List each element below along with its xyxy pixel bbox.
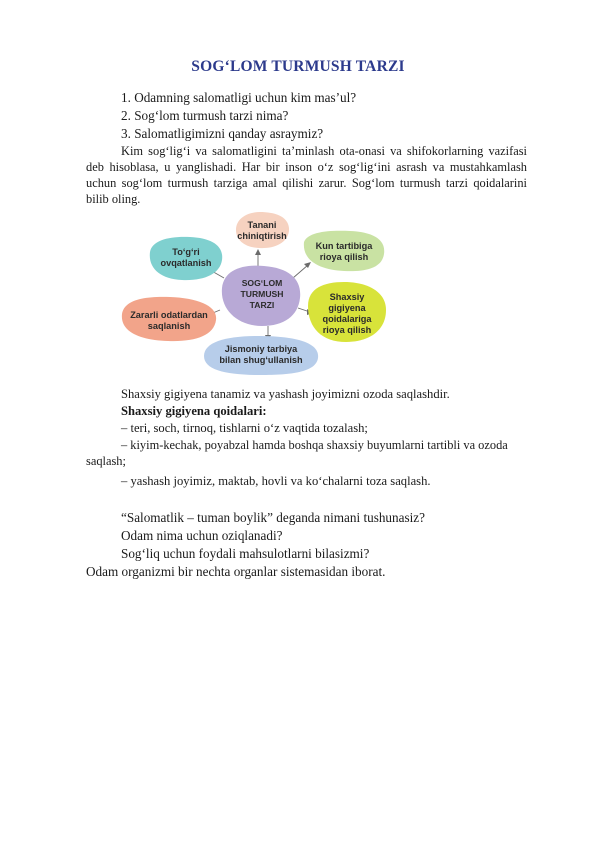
- center-line-1: SOG‘LOM: [241, 278, 283, 288]
- intro-paragraph: Kim sog‘lig‘i va salomatligini ta’minlash ota-onasi va shifokorlarning vazifasi deb hisoblasa, u yanglishadi. Har bir inson o‘z sog‘lig‘ini asrash va mustahkamlash uchun sog‘lom turmush tarziga amal qilishi zarur. Sog‘lom turmush tarzi qoidalarini bilib oling.: [86, 144, 527, 206]
- node-shaxsiy-line-3: qoidalariga: [322, 314, 372, 324]
- node-tanani-line-1: Tanani: [247, 220, 277, 230]
- page-title: SOG‘LOM TURMUSH TARZI: [191, 58, 405, 75]
- node-tanani-line-2: chiniqtirish: [237, 231, 287, 241]
- hygiene-intro: Shaxsiy gigiyena tanamiz va yashash joyimizni ozoda saqlashdir.: [121, 387, 450, 401]
- node-shaxsiy-line-1: Shaxsiy: [329, 292, 365, 302]
- final-question-1: “Salomatlik – tuman boylik” deganda nimani tushunasiz?: [121, 510, 425, 525]
- hygiene-rule-3: – yashash joyimiz, maktab, hovli va ko‘chalarni toza saqlash.: [121, 474, 431, 488]
- center-line-3: TARZI: [249, 300, 275, 310]
- arrow-kun: [293, 265, 308, 278]
- node-zararli-line-1: Zararli odatlardan: [130, 310, 208, 320]
- node-shaxsiy-line-4: rioya qilish: [322, 325, 372, 335]
- question-3: 3. Salomatligimizni qanday asraymiz?: [121, 126, 324, 141]
- final-question-3: Sog‘liq uchun foydali mahsulotlarni bilasizmi?: [121, 546, 370, 561]
- node-kun-line-2: rioya qilish: [319, 252, 369, 262]
- node-jismoniy-line-1: Jismoniy tarbiya: [224, 344, 298, 354]
- hygiene-rules-title: Shaxsiy gigiyena qoidalari:: [121, 404, 267, 418]
- node-shaxsiy-line-2: gigiyena: [328, 303, 366, 313]
- node-jismoniy-line-2: bilan shug‘ullanish: [219, 355, 303, 365]
- healthy-lifestyle-diagram: [118, 210, 393, 375]
- question-1: 1. Odamning salomatligi uchun kim mas’ul?: [121, 90, 357, 105]
- node-togri-line-2: ovqatlanish: [160, 258, 212, 268]
- hygiene-rule-2: – kiyim-kechak, poyabzal hamda boshqa shaxsiy buyumlarni tartibli va ozoda saqlash;: [86, 438, 508, 468]
- final-question-2: Odam nima uchun oziqlanadi?: [121, 528, 283, 543]
- closing-line: Odam organizmi bir nechta organlar sistemasidan iborat.: [86, 564, 386, 579]
- node-zararli-line-2: saqlanish: [147, 321, 191, 331]
- node-togri-line-1: To‘g‘ri: [172, 247, 200, 257]
- hygiene-rule-1: – teri, soch, tirnoq, tishlarni o‘z vaqtida tozalash;: [121, 421, 368, 435]
- node-kun-line-1: Kun tartibiga: [315, 241, 373, 251]
- center-line-2: TURMUSH: [240, 289, 284, 299]
- question-2: 2. Sog‘lom turmush tarzi nima?: [121, 108, 289, 123]
